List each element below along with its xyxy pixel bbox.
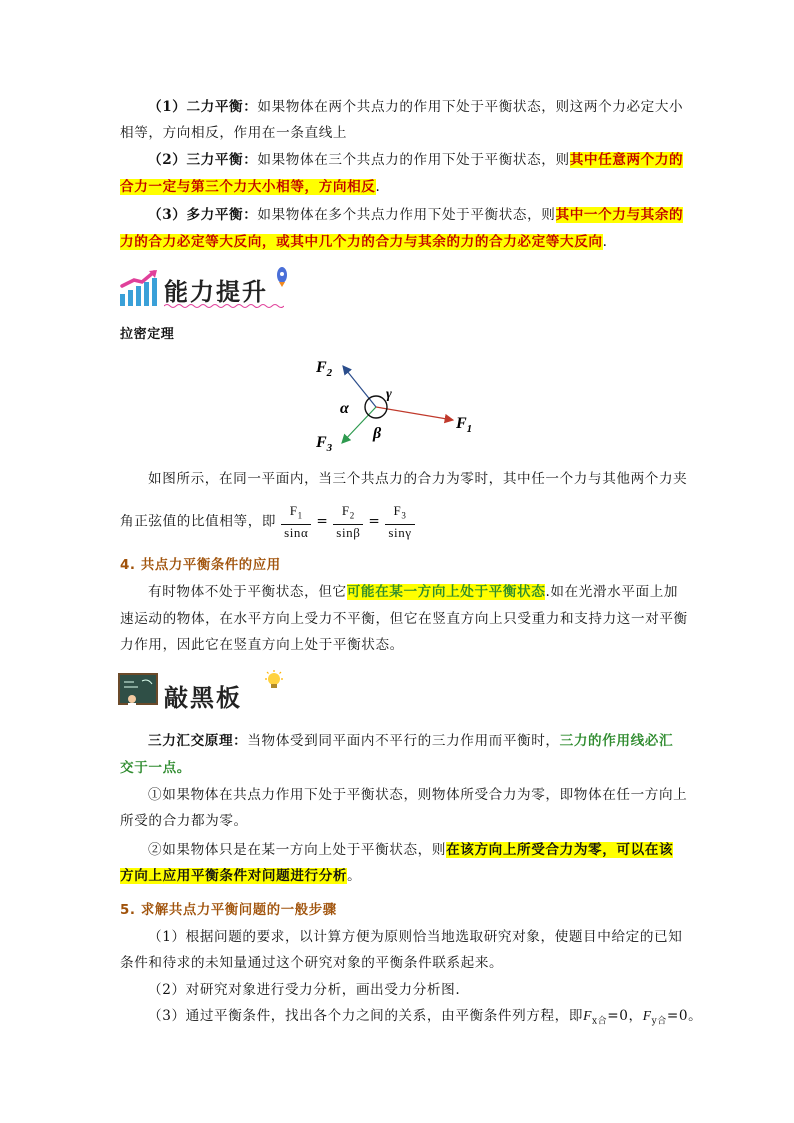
blackboard-icon <box>118 672 158 712</box>
banner-blackboard-title: 敲黑板 <box>164 684 242 712</box>
label-f1: $F_1$ <box>456 415 473 435</box>
para-two-force: （1）二力平衡：如果物体在两个共点力的作用下处于平衡状态，则这两个力必定大小 <box>148 99 684 115</box>
blackboard-item-2: ②如果物体只是在某一方向上处于平衡状态，则在该方向上所受合力为零，可以在该 <box>148 842 674 858</box>
blackboard-principle: 三力汇交原理：当物体受到同平面内不平行的三力作用而平衡时，三力的作用线必汇 <box>148 733 674 749</box>
banner-ability <box>118 266 298 308</box>
section-5-step-2: （2）对研究对象进行受力分析，画出受力分析图. <box>148 982 461 998</box>
rocket-icon <box>272 266 292 288</box>
blackboard-item-1: ①如果物体在共点力作用下处于平衡状态，则物体所受合力为零，即物体在任一方向上 <box>148 787 688 803</box>
para-three-force-cont: 合力一定与第三个力大小相等，方向相反. <box>120 179 381 195</box>
section-5-step-1: （1）根据问题的要求，以计算方便为原则恰当地选取研究对象，使题目中给定的已知 <box>148 929 683 945</box>
label-gamma: γ <box>386 387 392 402</box>
section-4-text: 有时物体不处于平衡状态，但它可能在某一方向上处于平衡状态.如在光滑水平面上加 <box>148 584 679 600</box>
frac-f1: $\frac{F_1}{\sin\alpha}$ <box>281 503 311 541</box>
bar-chart-icon <box>118 268 162 308</box>
section-4-heading: 4. 共点力平衡条件的应用 <box>120 558 281 573</box>
label-f3: $F_3$ <box>316 434 333 454</box>
banner-ability-title: 能力提升 <box>164 278 268 306</box>
label-alpha: α <box>340 400 349 417</box>
para-three-force: （2）三力平衡：如果物体在三个共点力的作用下处于平衡状态，则其中任意两个力的 <box>148 152 684 168</box>
wavy-underline <box>164 303 284 309</box>
banner-blackboard <box>118 670 298 714</box>
blackboard-item-2-cont: 方向上应用平衡条件对问题进行分析。 <box>120 868 362 884</box>
section-5-heading: 5. 求解共点力平衡问题的一般步骤 <box>120 903 337 918</box>
para-multi-force-cont: 力的合力必定等大反向，或其中几个力的合力与其余的力的合力必定等大反向. <box>120 234 608 250</box>
section-5-step-1-cont: 条件和待求的未知量通过这个研究对象的平衡条件联系起来。 <box>120 955 504 971</box>
frac-f2: $\frac{F_2}{\sin\beta}$ <box>333 503 363 541</box>
lightbulb-icon <box>264 670 284 694</box>
label-f2: $F_2$ <box>316 359 333 379</box>
lami-text: 如图所示，在同一平面内，当三个共点力的合力为零时，其中任一个力与其他两个力夹 <box>148 471 688 487</box>
blackboard-item-1-cont: 所受的合力都为零。 <box>120 813 248 829</box>
frac-f3: $\frac{F_3}{\sin\gamma}$ <box>385 503 414 541</box>
lami-title: 拉密定理 <box>120 327 175 342</box>
section-4-line2: 速运动的物体，在水平方向上受力不平衡，但它在竖直方向上只受重力和支持力这一对平衡 <box>120 611 688 627</box>
para-two-force-cont: 相等，方向相反，作用在一条直线上 <box>120 125 348 141</box>
blackboard-principle-cont: 交于一点。 <box>120 760 191 776</box>
force-f1-arrow <box>376 407 453 420</box>
para-multi-force: （3）多力平衡：如果物体在多个共点力作用下处于平衡状态，则其中一个力与其余的 <box>148 207 684 223</box>
label-beta: β <box>373 425 382 442</box>
section-4-line3: 力作用，因此它在竖直方向上处于平衡状态。 <box>120 637 404 653</box>
section-5-step-3: （3）通过平衡条件，找出各个力之间的关系，由平衡条件列方程，即$F_{x合}=0$，$F_{y合}=0$。 <box>148 1008 703 1027</box>
lami-equation-line: 角正弦值的比值相等，即 $\frac{F_1}{\sin\alpha}$ = $\frac{F_2}{\sin\beta}$ = $\frac{F_3}{\sin\gamma}$ <box>120 503 415 541</box>
lami-force-diagram <box>310 350 510 460</box>
